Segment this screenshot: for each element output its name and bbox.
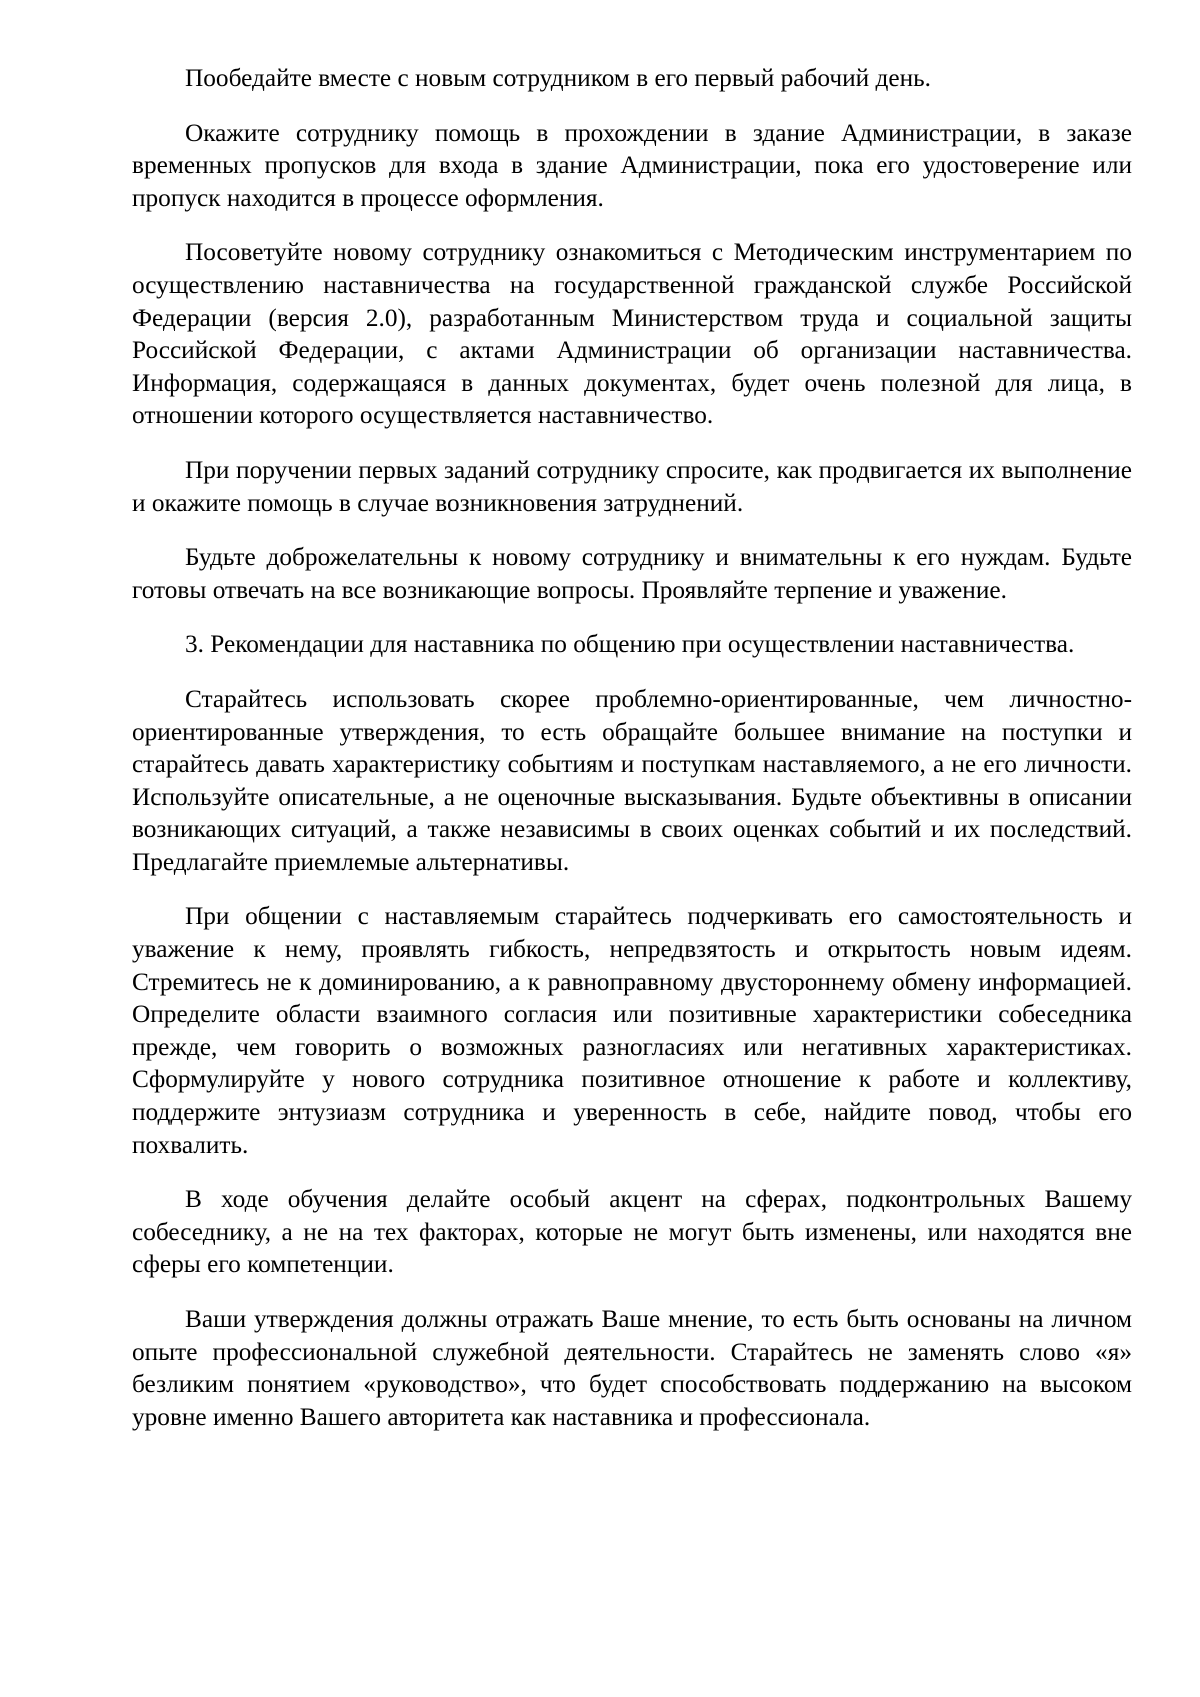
paragraph-independence: При общении с наставляемым старайтесь подчеркивать его самостоятельность и уважение к нему, проявлять гибкость, непредвзятость и открытость новым идеям. Стремитесь не к доминированию, а к равноправному двустороннему обмену информацией. Определите области взаимного согласия или позитивные характеристики собеседника прежде, чем говорить о возможных разногласиях или негативных характеристиках. Сформулируйте у нового сотрудника позитивное отношение к работе и коллективу, поддержите энтузиазм сотрудника и уверенность в себе, найдите повод, чтобы его похвалить. [132,902,1132,1159]
paragraph-methodology: Посоветуйте новому сотруднику ознакомиться с Методическим инструментарием по осуществлению наставничества на государственной гражданской службе Российской Федерации (версия 2.0), разработанным Министерством труда и социальной защиты Российской Федерации, с актами Администрации об организации наставничества. Информация, содержащаяся в данных документах, будет очень полезной для лица, в отношении которого осуществляется наставничество. [132,238,1132,430]
document-page [132,62,1132,1455]
paragraph-be-friendly: Будьте доброжелательны к новому сотруднику и внимательны к его нуждам. Будьте готовы отвечать на все возникающие вопросы. Проявляйте терпение и уважение. [132,543,1132,604]
paragraph-personal-opinion: Ваши утверждения должны отражать Ваше мнение, то есть быть основаны на личном опыте профессиональной служебной деятельности. Старайтесь не заменять слово «я» безликим понятием «руководство», что будет способствовать поддержанию на высоком уровне именно Вашего авторитета как наставника и профессионала. [132,1305,1132,1431]
section-heading-communication: 3. Рекомендации для наставника по общению при осуществлении наставничества. [185,630,1075,659]
paragraph-problem-oriented: Старайтесь использовать скорее проблемно-ориентированные, чем личностно-ориентированные утверждения, то есть обращайте большее внимание на поступки и старайтесь давать характеристику событиям и поступкам наставляемого, а не его личности. Используйте описательные, а не оценочные высказывания. Будьте объективны в описании возникающих ситуаций, а также независимы в своих оценках событий и их последствий. Предлагайте приемлемые альтернативы. [132,684,1132,876]
paragraph-controllable-spheres: В ходе обучения делайте особый акцент на сферах, подконтрольных Вашему собеседнику, а не на тех факторах, которые не могут быть изменены, или находятся вне сферы его компетенции. [132,1185,1132,1279]
paragraph-first-tasks: При поручении первых заданий сотруднику спросите, как продвигается их выполнение и окажите помощь в случае возникновения затруднений. [132,455,1132,517]
paragraph-building-access: Окажите сотруднику помощь в прохождении в здание Администрации, в заказе временных пропусков для входа в здание Администрации, пока его удостоверение или пропуск находится в процессе оформления. [132,118,1132,212]
paragraph-lunch: Пообедайте вместе с новым сотрудником в его первый рабочий день. [185,64,931,92]
